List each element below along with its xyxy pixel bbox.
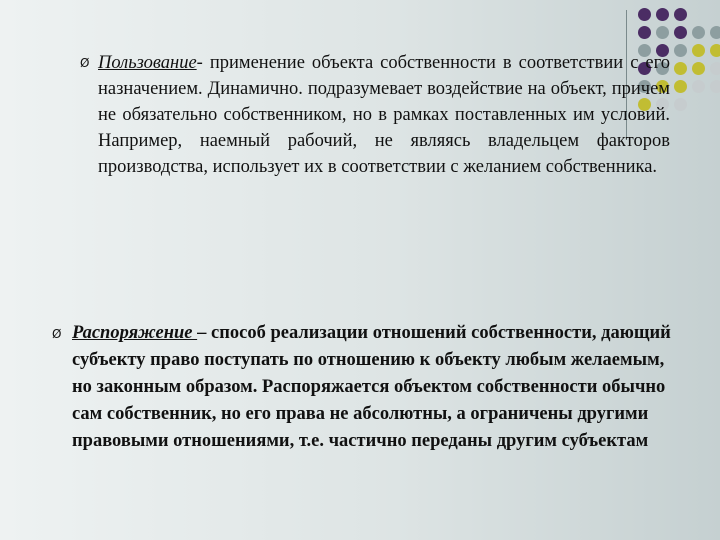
term-disposal: Распоряжение [72, 323, 198, 343]
definition-usage-text: - применение объекта собственности в соответствии с его назначением. Динамично. подразумевает воздействие на объект, причем не обязательно собственником, но в рамках поставленных им условий. Например, наемный рабочий, не являясь владельцем факторов производства, использует их в соответствии с желанием собственника. [98, 53, 670, 177]
decorative-dot [674, 26, 687, 39]
decorative-dot [638, 8, 651, 21]
decorative-dot [674, 80, 687, 93]
decorative-dot [710, 26, 720, 39]
decorative-dot [656, 8, 669, 21]
decorative-dot [674, 44, 687, 57]
decorative-dot [692, 26, 705, 39]
arrowhead-bullet-icon: Ø [52, 327, 62, 341]
decorative-dot [656, 26, 669, 39]
decorative-dot [710, 44, 720, 57]
arrowhead-bullet-icon: Ø [80, 56, 90, 70]
decorative-dot [674, 98, 687, 111]
decorative-dot [674, 62, 687, 75]
decorative-dot [692, 80, 705, 93]
decorative-dot [692, 62, 705, 75]
decorative-dot [710, 80, 720, 93]
decorative-dot [674, 8, 687, 21]
decorative-dot [710, 62, 720, 75]
definition-disposal [72, 320, 672, 455]
definition-usage [98, 50, 670, 180]
decorative-dot [692, 44, 705, 57]
definition-disposal-text: – способ реализации отношений собственности, дающий субъекту право поступать по отношению к объекту любым желаемым, но законным образом. Распоряжается объектом собственности обычно сам собственник, но его права не абсолютны, а ограничены другими правовыми отношениями, т.е. частично переданы другим субъектам [72, 323, 671, 451]
term-usage: Пользование [98, 53, 197, 73]
decorative-dot [638, 26, 651, 39]
